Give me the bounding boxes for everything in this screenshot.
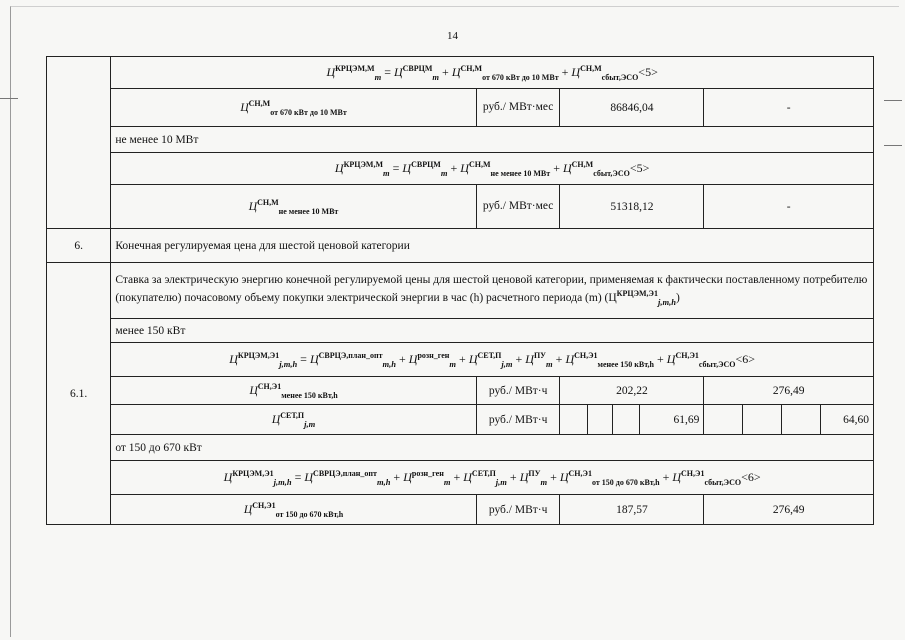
value-row-150	[47, 377, 874, 405]
formula-row-10mw	[47, 153, 874, 185]
empty-cell	[743, 405, 782, 435]
value-cell-1: 187,57	[560, 495, 704, 525]
formula-150kw: $Ц^{КРЦЭМ,Э1}_{j,m,h} = Ц^{СВРЦЭ,план\_опт}_{m,h} + Ц^{розн\_ген}_m + Ц^{СЕТ,П}_{j,m} + Ц^{ПУ}_m + Ц^{СН,Э1}_{менее 150 кВт,h} + Ц^{СН,Э1}_{сбыт,ЭСО}<6>$	[111, 343, 874, 377]
dash-cell: -	[704, 89, 874, 127]
label-150-670kw: от 150 до 670 кВт	[111, 435, 874, 461]
label-150kw: менее 150 кВт	[111, 319, 874, 343]
empty-cell	[560, 405, 588, 435]
unit-cell: руб./ МВт·мес	[476, 185, 560, 229]
scan-artifact	[0, 98, 18, 99]
formula-row-670-10mw	[47, 57, 874, 89]
symbol-cell: $Ц^{СЕТ,П}_{j,m}$	[111, 405, 476, 435]
section-61-row	[47, 263, 874, 319]
formula-150-670kw: $Ц^{КРЦЭМ,Э1}_{j,m,h} = Ц^{СВРЦЭ,план\_опт}_{m,h} + Ц^{розн\_ген}_m + Ц^{СЕТ,П}_{j,m} + Ц^{ПУ}_m + Ц^{СН,Э1}_{от 150 до 670 кВт,h} + Ц^{СН,Э1}_{сбыт,ЭСО}<6>$	[111, 461, 874, 495]
formula-row-150	[47, 343, 874, 377]
unit-cell: руб./ МВт·ч	[476, 495, 560, 525]
empty-cell	[704, 405, 743, 435]
symbol-cell: $Ц^{СН,М}_{не менее 10 МВт}$	[111, 185, 476, 229]
unit-cell: руб./ МВт·ч	[476, 405, 560, 435]
empty-cell	[612, 405, 640, 435]
empty-cell	[781, 405, 820, 435]
empty-cell	[588, 405, 613, 435]
scan-artifact	[884, 145, 902, 146]
label-row-150	[47, 319, 874, 343]
tariff-table	[46, 56, 874, 525]
section-6-number: 6.	[47, 229, 111, 263]
symbol-cell: $Ц^{СН,М}_{от 670 кВт до 10 МВт}$	[111, 89, 476, 127]
formula-10mw: $Ц^{КРЦЭМ,М}_m = Ц^{СВРЦМ}_m + Ц^{СН,М}_{не менее 10 МВт} + Ц^{СН,М}_{сбыт,ЭСО}<5>$	[111, 153, 874, 185]
section-61-text: Ставка за электрическую энергию конечной регулируемой цены для шестой ценовой категории, применяемая к фактически поставленному потребителю (покупателю) почасовому объему покупки электрической энергии в час (h) расчетного периода (m) $(Ц^{КРЦЭМ,Э1}_{j,m,h})$	[111, 263, 874, 319]
value-cell-1: 202,22	[560, 377, 704, 405]
unit-cell: руб./ МВт·ч	[476, 377, 560, 405]
section-6-title: Конечная регулируемая цена для шестой ценовой категории	[111, 229, 874, 263]
formula-670-10mw: $Ц^{КРЦЭМ,М}_m = Ц^{СВРЦМ}_m + Ц^{СН,М}_{от 670 кВт до 10 МВт} + Ц^{СН,М}_{сбыт,ЭСО}<5>$	[111, 57, 874, 89]
value-cell-2: 276,49	[704, 377, 874, 405]
symbol-cell: $Ц^{СН,Э1}_{от 150 до 670 кВт,h}$	[111, 495, 476, 525]
value-row-set	[47, 405, 874, 435]
label-row-10mw	[47, 127, 874, 153]
section-6-row	[47, 229, 874, 263]
value-row-150-670	[47, 495, 874, 525]
scan-artifact	[884, 100, 902, 101]
value-cell-2: 276,49	[704, 495, 874, 525]
number-cell-empty	[47, 57, 111, 229]
dash-cell: -	[704, 185, 874, 229]
symbol-cell: $Ц^{СН,Э1}_{менее 150 кВт,h}$	[111, 377, 476, 405]
value-cell-2: 64,60	[820, 405, 873, 435]
label-10mw: не менее 10 МВт	[111, 127, 874, 153]
value-row-10mw	[47, 185, 874, 229]
section-61-number: 6.1.	[47, 263, 111, 525]
value-row-670-10mw	[47, 89, 874, 127]
unit-cell: руб./ МВт·мес	[476, 89, 560, 127]
value-cell: 86846,04	[560, 89, 704, 127]
value-cell: 51318,12	[560, 185, 704, 229]
formula-row-150-670	[47, 461, 874, 495]
label-row-150-670	[47, 435, 874, 461]
value-cell-1: 61,69	[640, 405, 704, 435]
page-number: 14	[447, 30, 458, 42]
